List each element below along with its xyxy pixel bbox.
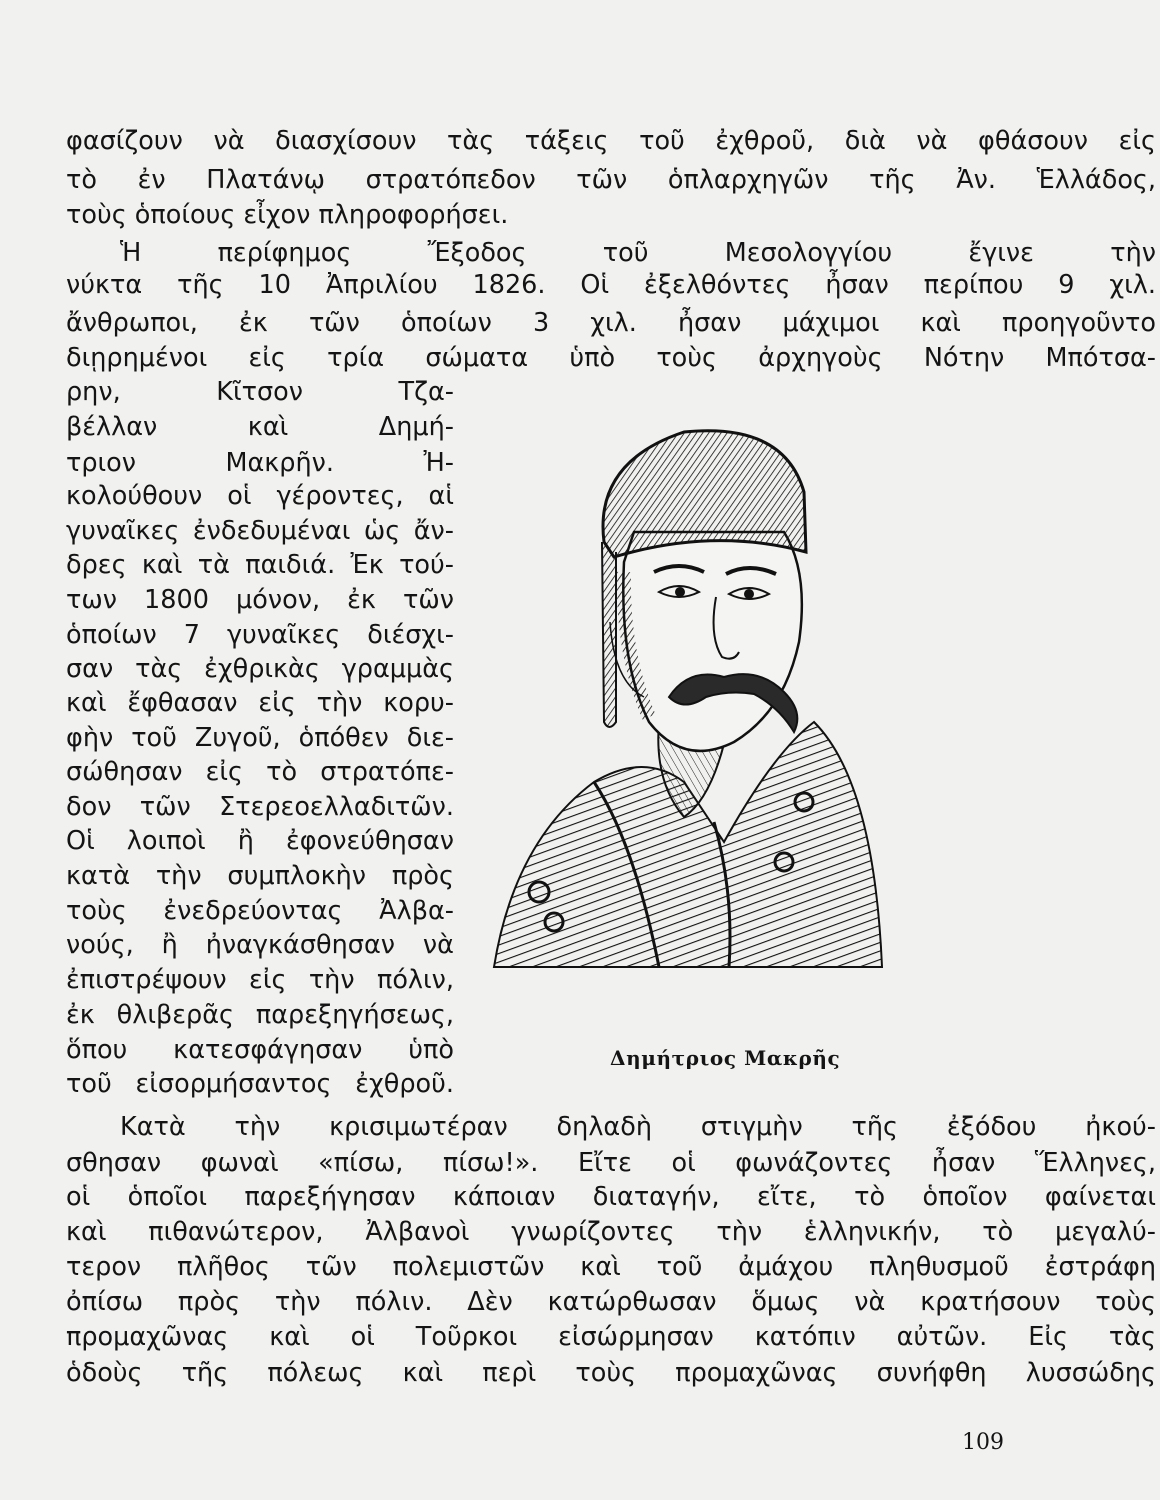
- portrait-illustration: [484, 422, 884, 982]
- text-line: οἱ ὁποῖοι παρεξήγησαν κάποιαν διαταγήν, εἴτε, τὸ ὁποῖον φαίνεται: [66, 1182, 1156, 1212]
- figure-caption: Δημήτριος Μακρῆς: [610, 1046, 841, 1070]
- text-line: τοὺς ἐνεδρεύοντας Ἀλβα-: [66, 896, 454, 926]
- text-line: ὀπίσω πρὸς τὴν πόλιν. Δὲν κατώρθωσαν ὅμως νὰ κρατήσουν τοὺς: [66, 1287, 1156, 1317]
- text-line: διῃρημένοι εἰς τρία σώματα ὑπὸ τοὺς ἀρχηγοὺς Νότην Μπότσα-: [66, 343, 1156, 373]
- text-line: των 1800 μόνον, ἐκ τῶν: [66, 585, 454, 615]
- text-line: δρες καὶ τὰ παιδιά. Ἐκ τού-: [66, 550, 454, 580]
- text-line: τὸ ἐν Πλατάνῳ στρατόπεδον τῶν ὁπλαρχηγῶν τῆς Ἀν. Ἑλλάδος,: [66, 165, 1156, 195]
- text-line: Κατὰ τὴν κρισιμωτέραν δηλαδὴ στιγμὴν τῆς ἐξόδου ἠκού-: [120, 1112, 1156, 1142]
- text-line: σαν τὰς ἐχθρικὰς γραμμὰς: [66, 654, 454, 684]
- text-line: τοὺς ὁποίους εἶχον πληροφορήσει.: [66, 200, 509, 230]
- text-line: τριον Μακρῆν. Ἠ-: [66, 448, 454, 478]
- text-line: καὶ ἔφθασαν εἰς τὴν κορυ-: [66, 688, 454, 718]
- text-line: νούς, ἢ ἠναγκάσθησαν νὰ: [66, 930, 454, 960]
- text-line: τοῦ εἰσορμήσαντος ἐχθροῦ.: [66, 1069, 454, 1099]
- text-line: βέλλαν καὶ Δημή-: [66, 412, 454, 442]
- text-line: νύκτα τῆς 10 Ἀπριλίου 1826. Οἱ ἐξελθόντες ἦσαν περίπου 9 χιλ.: [66, 270, 1156, 300]
- text-line: σθησαν φωναὶ «πίσω, πίσω!». Εἴτε οἱ φωνάζοντες ἦσαν Ἕλληνες,: [66, 1148, 1156, 1178]
- text-line: ἐπιστρέψουν εἰς τὴν πόλιν,: [66, 965, 454, 995]
- text-line: ὅπου κατεσφάγησαν ὑπὸ: [66, 1035, 454, 1065]
- text-line: κατὰ τὴν συμπλοκὴν πρὸς: [66, 861, 454, 891]
- page-number: 109: [962, 1430, 1004, 1455]
- text-line: ὁποίων 7 γυναῖκες διέσχι-: [66, 620, 454, 650]
- text-line: ρην, Κῖτσον Τζα-: [66, 377, 454, 407]
- text-line: καὶ πιθανώτερον, Ἀλβανοὶ γνωρίζοντες τὴν ἑλληνικήν, τὸ μεγαλύ-: [66, 1217, 1156, 1247]
- text-line: σώθησαν εἰς τὸ στρατόπε-: [66, 757, 454, 787]
- text-line: προμαχῶνας καὶ οἱ Τοῦρκοι εἰσώρμησαν κατόπιν αὐτῶν. Εἰς τὰς: [66, 1322, 1156, 1352]
- text-line: ἄνθρωποι, ἐκ τῶν ὁποίων 3 χιλ. ἦσαν μάχιμοι καὶ προηγοῦντο: [66, 308, 1156, 338]
- text-line: Οἱ λοιποὶ ἢ ἐφονεύθησαν: [66, 826, 454, 856]
- text-line: Ἡ περίφημος Ἔξοδος τοῦ Μεσολογγίου ἔγινε τὴν: [120, 238, 1156, 268]
- text-line: γυναῖκες ἐνδεδυμέναι ὡς ἄν-: [66, 516, 454, 546]
- text-line: κολούθουν οἱ γέροντες, αἱ: [66, 481, 454, 511]
- text-line: φασίζουν νὰ διασχίσουν τὰς τάξεις τοῦ ἐχθροῦ, διὰ νὰ φθάσουν εἰς: [66, 126, 1156, 156]
- text-line: ἐκ θλιβερᾶς παρεξηγήσεως,: [66, 1000, 454, 1030]
- text-line: τερον πλῆθος τῶν πολεμιστῶν καὶ τοῦ ἀμάχου πληθυσμοῦ ἐστράφη: [66, 1252, 1156, 1282]
- text-line: φὴν τοῦ Ζυγοῦ, ὁπόθεν διε-: [66, 723, 454, 753]
- text-line: ὁδοὺς τῆς πόλεως καὶ περὶ τοὺς προμαχῶνας συνήφθη λυσσώδης: [66, 1358, 1156, 1388]
- text-line: δον τῶν Στερεοελλαδιτῶν.: [66, 792, 454, 822]
